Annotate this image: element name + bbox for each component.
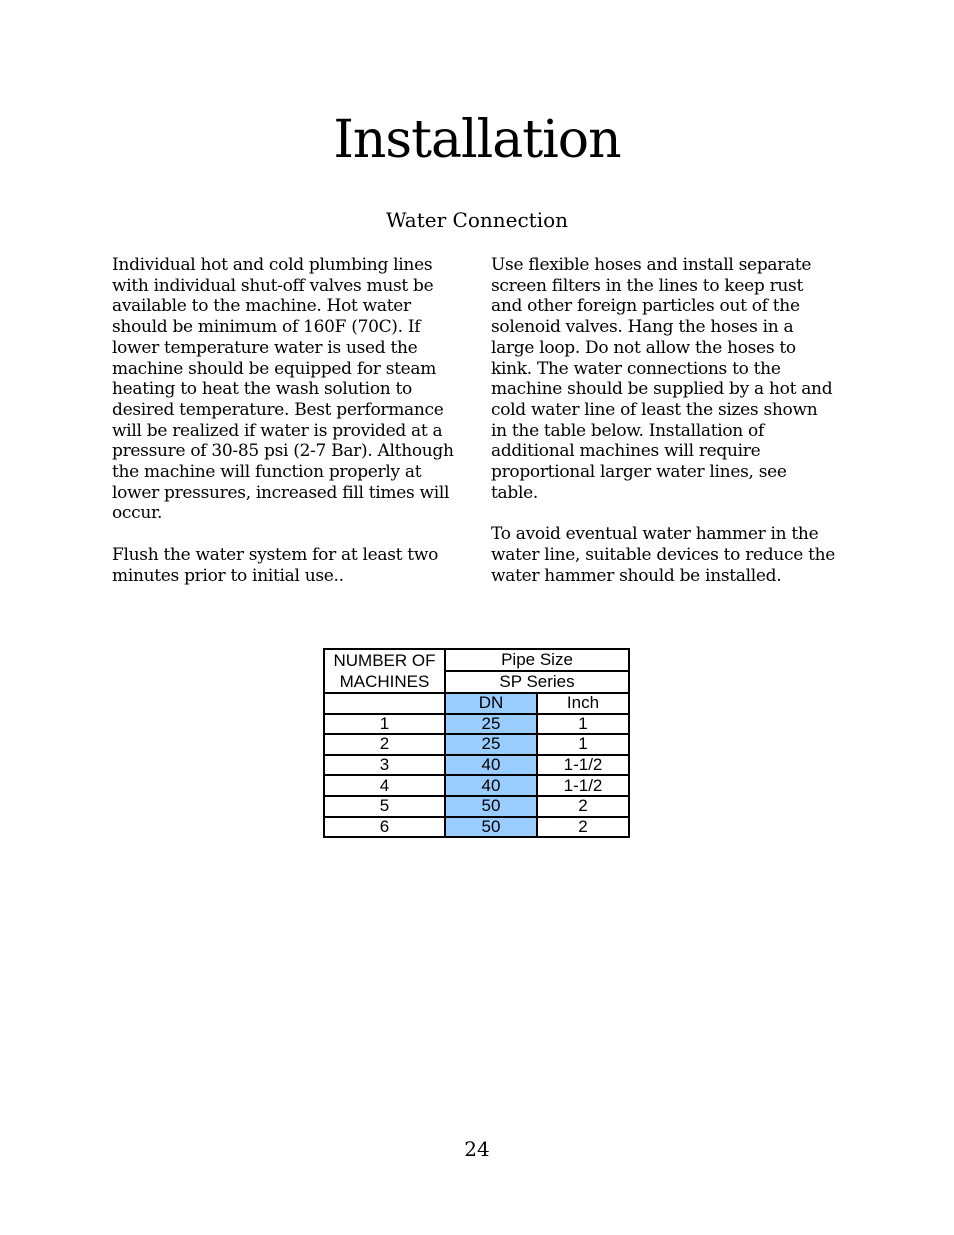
left-column bbox=[112, 255, 464, 607]
table-row bbox=[324, 775, 629, 796]
table-subheader-row bbox=[324, 693, 629, 714]
header-machines-line1: NUMBER OF bbox=[333, 651, 436, 670]
header-machines-line2: MACHINES bbox=[339, 672, 430, 691]
pipe-size-table bbox=[323, 648, 630, 838]
cell-dn: 40 bbox=[445, 775, 537, 796]
cell-machines: 4 bbox=[324, 775, 445, 796]
cell-machines: 1 bbox=[324, 714, 445, 735]
cell-inch: 2 bbox=[537, 817, 629, 838]
cell-inch: 1 bbox=[537, 734, 629, 755]
table-row bbox=[324, 755, 629, 776]
cell-machines: 3 bbox=[324, 755, 445, 776]
table-header-row bbox=[324, 649, 629, 671]
cell-dn: 50 bbox=[445, 817, 537, 838]
right-column bbox=[491, 255, 836, 607]
cell-dn: 25 bbox=[445, 714, 537, 735]
cell-machines: 6 bbox=[324, 817, 445, 838]
page-title: Installation bbox=[333, 110, 621, 170]
section-title: Water Connection bbox=[385, 208, 569, 232]
right-paragraph-1: Use flexible hoses and install separate screen filters in the lines to keep rust and other foreign particles out of the solenoid valves. Hang the hoses in a large loop. Do not allow the hoses to kink. The water connections to the machine should be supplied by a hot and cold water line of least the sizes shown in the table below. Installation of additional machines will require proportional larger water lines, see table. bbox=[491, 255, 833, 503]
header-series: SP Series bbox=[445, 671, 629, 693]
header-number-of-machines bbox=[324, 649, 445, 693]
cell-inch: 2 bbox=[537, 796, 629, 817]
cell-machines: 5 bbox=[324, 796, 445, 817]
cell-inch: 1-1/2 bbox=[537, 755, 629, 776]
cell-inch: 1 bbox=[537, 714, 629, 735]
table-row bbox=[324, 817, 629, 838]
cell-dn: 25 bbox=[445, 734, 537, 755]
table-row bbox=[324, 714, 629, 735]
header-pipe-size: Pipe Size bbox=[445, 649, 629, 671]
left-paragraph-1: Individual hot and cold plumbing lines with individual shut-off valves must be available to the machine. Hot water should be minimum of 160F (70C). If lower temperature water is used the machine should be equipped for steam heating to heat the wash solution to desired temperature. Best performance will be realized if water is provided at a pressure of 30-85 psi (2-7 Bar). Although the machine will function properly at lower pressures, increased fill times will occur. bbox=[112, 255, 454, 524]
left-paragraph-2: Flush the water system for at least two minutes prior to initial use.. bbox=[112, 544, 439, 586]
table-row bbox=[324, 734, 629, 755]
header-empty-cell bbox=[324, 693, 445, 714]
right-paragraph-2: To avoid eventual water hammer in the water line, suitable devices to reduce the water hammer should be installed. bbox=[491, 524, 836, 586]
page-number: 24 bbox=[464, 1137, 490, 1161]
cell-inch: 1-1/2 bbox=[537, 775, 629, 796]
header-inch: Inch bbox=[537, 693, 629, 714]
header-dn: DN bbox=[445, 693, 537, 714]
cell-dn: 40 bbox=[445, 755, 537, 776]
cell-machines: 2 bbox=[324, 734, 445, 755]
cell-dn: 50 bbox=[445, 796, 537, 817]
table-row bbox=[324, 796, 629, 817]
